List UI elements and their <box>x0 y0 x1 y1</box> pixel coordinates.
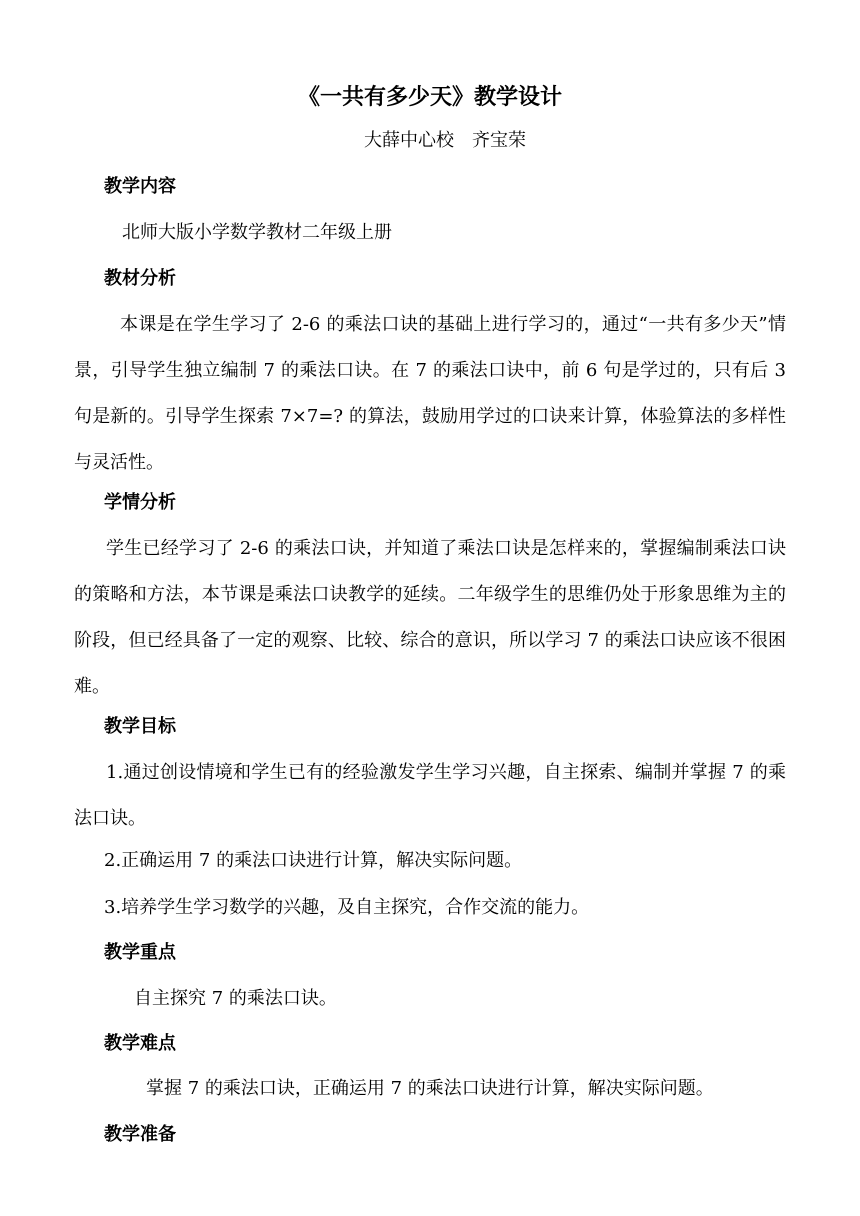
heading-teaching-content: 教学内容 <box>104 176 176 197</box>
key-point-text: 自主探究 7 的乘法口诀。 <box>134 988 337 1009</box>
heading-preparation: 教学准备 <box>104 1124 176 1145</box>
student-analysis-text: 学生已经学习了 2-6 的乘法口诀，并知道了乘法口诀是怎样来的，掌握编制乘法口诀的策略和方法，本节课是乘法口诀教学的延续。二年级学生的思维仍处于形象思维为主的阶段，但已经具备了一定的观察、比较、综合的意识，所以学习 7 的乘法口诀应该不很困难。 <box>74 538 786 697</box>
document-title: 《一共有多少天》教学设计 <box>297 84 562 110</box>
difficulty-text: 掌握 7 的乘法口诀，正确运用 7 的乘法口诀进行计算，解决实际问题。 <box>146 1078 714 1099</box>
heading-teaching-goals: 教学目标 <box>104 716 176 737</box>
heading-difficulty: 教学难点 <box>104 1033 176 1054</box>
teaching-goal-item: 3.培养学生学习数学的兴趣，及自主探究，合作交流的能力。 <box>104 897 590 918</box>
heading-textbook-analysis: 教材分析 <box>104 268 176 289</box>
teaching-goal-item: 2.正确运用 7 的乘法口诀进行计算，解决实际问题。 <box>104 850 523 871</box>
teaching-goal-item: 1.通过创设情境和学生已有的经验激发学生学习兴趣，自主探索、编制并掌握 7 的乘法口诀。 <box>74 762 786 829</box>
heading-key-point: 教学重点 <box>104 942 176 963</box>
textbook-analysis-text: 本课是在学生学习了 2-6 的乘法口诀的基础上进行学习的，通过“一共有多少天”情景，引导学生独立编制 7 的乘法口诀。在 7 的乘法口诀中，前 6 句是学过的，只有后 3 句是新的。引导学生探索 7×7=? 的算法，鼓励用学过的口诀来计算，体验算法的多样性与灵活性。 <box>74 314 786 473</box>
teaching-content-text: 北师大版小学数学教材二年级上册 <box>122 222 392 243</box>
document-author: 大薛中心校 齐宝荣 <box>364 130 526 151</box>
heading-student-analysis: 学情分析 <box>104 492 176 513</box>
